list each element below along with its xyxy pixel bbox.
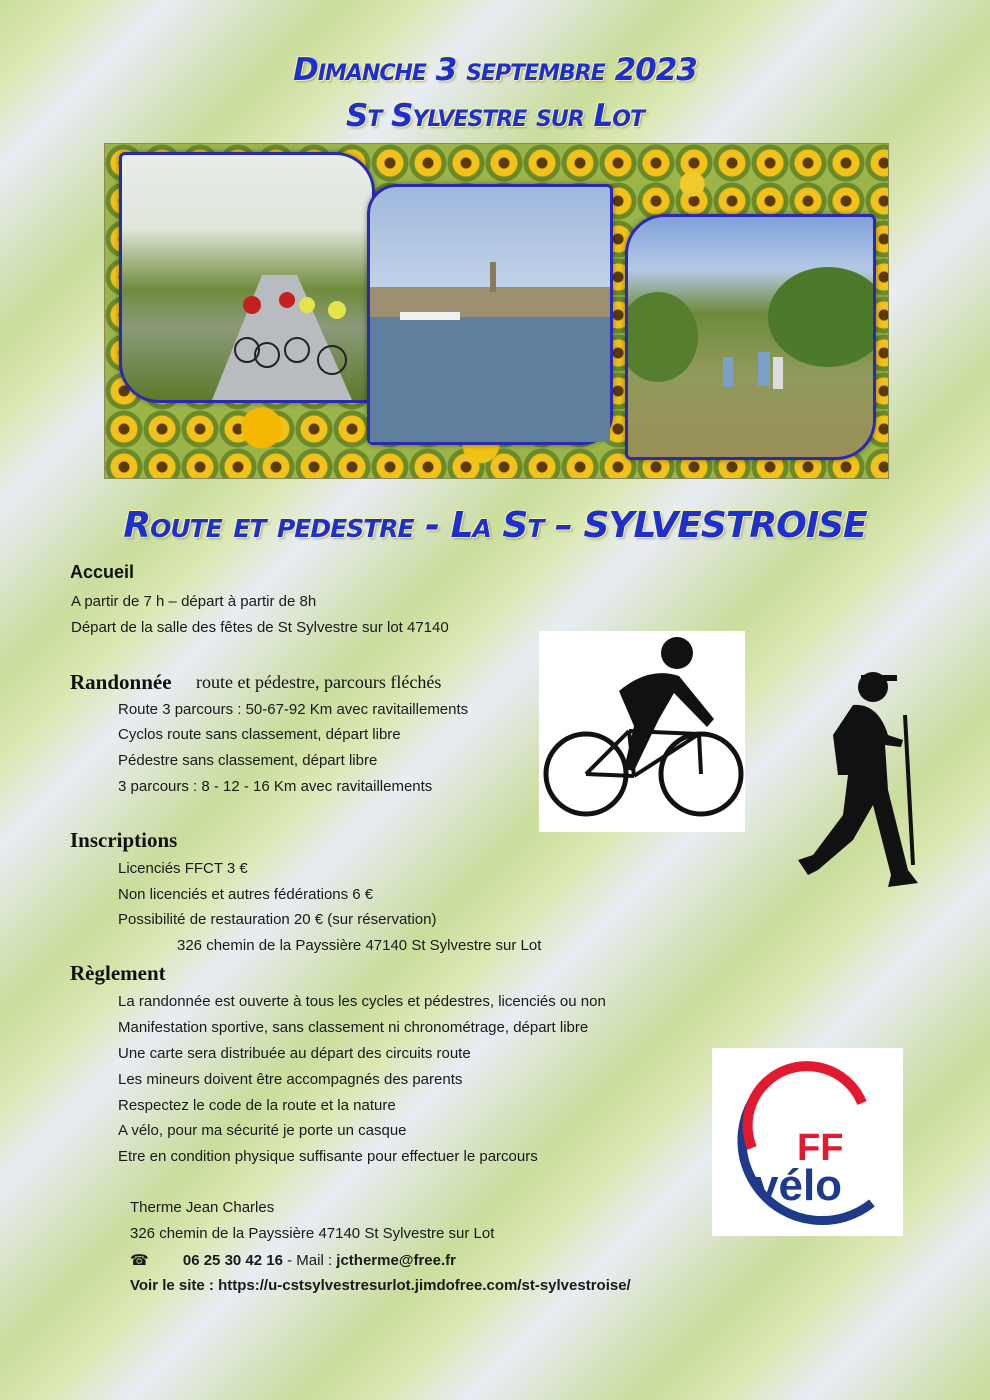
randonnee-subtitle: route et pédestre, parcours fléchés (196, 672, 442, 692)
event-title: Route et pedestre - La St – SYLVESTROISE (123, 505, 867, 546)
reglement-line: Etre en condition physique suffisante pour effectuer le parcours (118, 1148, 538, 1165)
contact-address: 326 chemin de la Payssière 47140 St Sylvestre sur Lot (130, 1225, 495, 1242)
randonnee-heading: Randonnée (70, 670, 172, 694)
logo-velo-text: vélo (754, 1161, 843, 1210)
hiker-silhouette (793, 665, 923, 890)
randonnee-line: 3 parcours : 8 - 12 - 16 Km avec ravitaillements (118, 778, 433, 795)
inscriptions-heading: Inscriptions (70, 828, 178, 852)
mail-label: - Mail : (282, 1252, 337, 1269)
inscriptions-line: 326 chemin de la Payssière 47140 St Sylvestre sur Lot (177, 937, 542, 954)
reglement-line: A vélo, pour ma sécurité je porte un casque (118, 1122, 407, 1139)
logo-ff-text: FF (797, 1127, 844, 1169)
reglement-line: Manifestation sportive, sans classement ni chronométrage, départ libre (118, 1019, 589, 1036)
phone-icon: ☎ (130, 1252, 149, 1269)
cyclists-photo (119, 152, 375, 403)
randonnee-line: Route 3 parcours : 50-67-92 Km avec ravitaillements (118, 701, 469, 718)
site-row (130, 1277, 631, 1294)
place-title: St Sylvestre sur Lot (346, 98, 644, 134)
reglement-line: Les mineurs doivent être accompagnés des parents (118, 1071, 463, 1088)
inscriptions-line: Licenciés FFCT 3 € (118, 860, 248, 877)
contact-name: Therme Jean Charles (130, 1199, 275, 1216)
river-illustration (370, 187, 610, 442)
mail-link[interactable]: jctherme@free.fr (336, 1252, 456, 1269)
site-link[interactable]: https://u-cstsylvestresurlot.jimdofree.com/st-sylvestroise/ (218, 1277, 631, 1294)
accueil-line: Départ de la salle des fêtes de St Sylvestre sur lot 47140 (71, 619, 449, 636)
photo-banner (104, 143, 889, 479)
accueil-line: A partir de 7 h – départ à partir de 8h (71, 593, 317, 610)
river-village-photo (367, 184, 613, 445)
reglement-heading: Règlement (70, 961, 166, 985)
phone-number: 06 25 30 42 16 (182, 1252, 283, 1269)
reglement-line: Respectez le code de la route et la nature (118, 1097, 396, 1114)
reglement-line: La randonnée est ouverte à tous les cycles et pédestres, licenciés ou non (118, 993, 606, 1010)
randonnee-line: Pédestre sans classement, départ libre (118, 752, 378, 769)
contact-phone-row (130, 1251, 456, 1269)
randonnee-line: Cyclos route sans classement, départ libre (118, 726, 401, 743)
hiker-icon (793, 665, 923, 890)
ffvelo-logo (712, 1048, 903, 1236)
ffvelo-emblem (712, 1048, 903, 1236)
inscriptions-line: Possibilité de restauration 20 € (sur réservation) (118, 911, 437, 928)
cyclist-icon (539, 631, 745, 832)
site-label: Voir le site : (130, 1277, 219, 1294)
reglement-line: Une carte sera distribuée au départ des circuits route (118, 1045, 471, 1062)
cyclist-silhouette (539, 631, 745, 832)
hikers-illustration (628, 217, 873, 457)
accueil-heading: Accueil (70, 562, 135, 582)
cyclists-illustration (122, 155, 372, 400)
inscriptions-line: Non licenciés et autres fédérations 6 € (118, 886, 374, 903)
date-title: Dimanche 3 septembre 2023 (293, 52, 697, 88)
hikers-photo (625, 214, 876, 460)
